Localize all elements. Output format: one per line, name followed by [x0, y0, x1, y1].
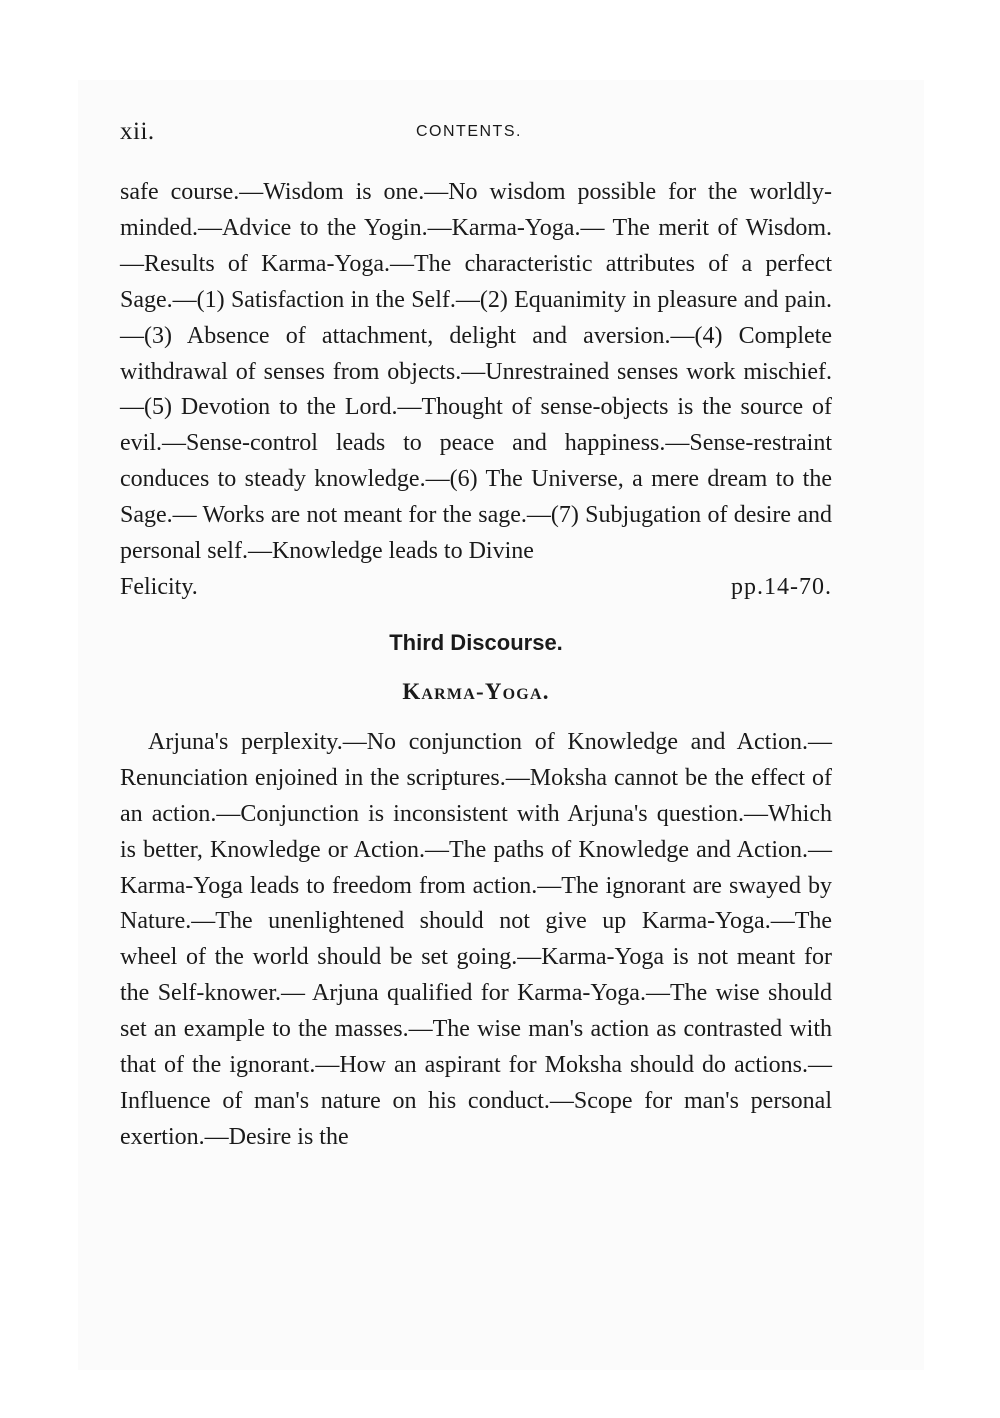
last-line-text: Felicity.: [120, 573, 198, 600]
page-header: [120, 118, 832, 152]
page-range: pp.14-70.: [731, 573, 832, 600]
section-subheading: Karma-Yoga.: [402, 678, 550, 704]
running-head: CONTENTS.: [416, 123, 522, 140]
discourse-summary-paragraph: Arjuna's perplexity.—No conjunction of Knowledge and Action.—Renunciation enjoined in the scriptures.—Moksha cannot be the effect of an action.—Conjunction is inconsistent with Arjuna's question.—Which is better, Knowledge or Action.—The paths of Knowledge and Action.—Karma-Yoga leads to freedom from action.—The ignorant are swayed by Nature.—The unenlightened should not give up Karma-Yoga.—The wheel of the world should be set going.—Karma-Yoga is not meant for the Self-knower.— Arjuna qualified for Karma-Yoga.—The wise should set an example to the masses.—The wise man's action as contrasted with that of the ignorant.—How an aspirant for Moksha should do actions.—Influence of man's nature on his conduct.—Scope for man's personal exertion.—Desire is the: [120, 728, 832, 1150]
page-number: xii.: [120, 118, 155, 145]
book-page: [120, 118, 832, 1156]
contents-paragraph-continued: safe course.—Wisdom is one.—No wisdom possible for the worldly-minded.—Advice to the Yogin.—Karma-Yoga.— The merit of Wisdom.—Results of Karma-Yoga.—The characteristic attributes of a perfect Sage.—(1) Satisfaction in the Self.—(2) Equanimity in pleasure and pain.—(3) Absence of attachment, delight and aversion.—(4) Complete withdrawal of senses from objects.—Unrestrained senses work mischief.—(5) Devotion to the Lord.—Thought of sense-objects is the source of evil.—Sense-control leads to peace and happiness.—Sense-restraint conduces to steady knowledge.—(6) The Universe, a mere dream to the Sage.— Works are not meant for the sage.—(7) Subjugation of desire and personal self.—Knowledge leads to Divine: [120, 179, 832, 565]
section-heading: Third Discourse.: [389, 629, 563, 655]
contents-paragraph-last-line: [120, 570, 832, 606]
